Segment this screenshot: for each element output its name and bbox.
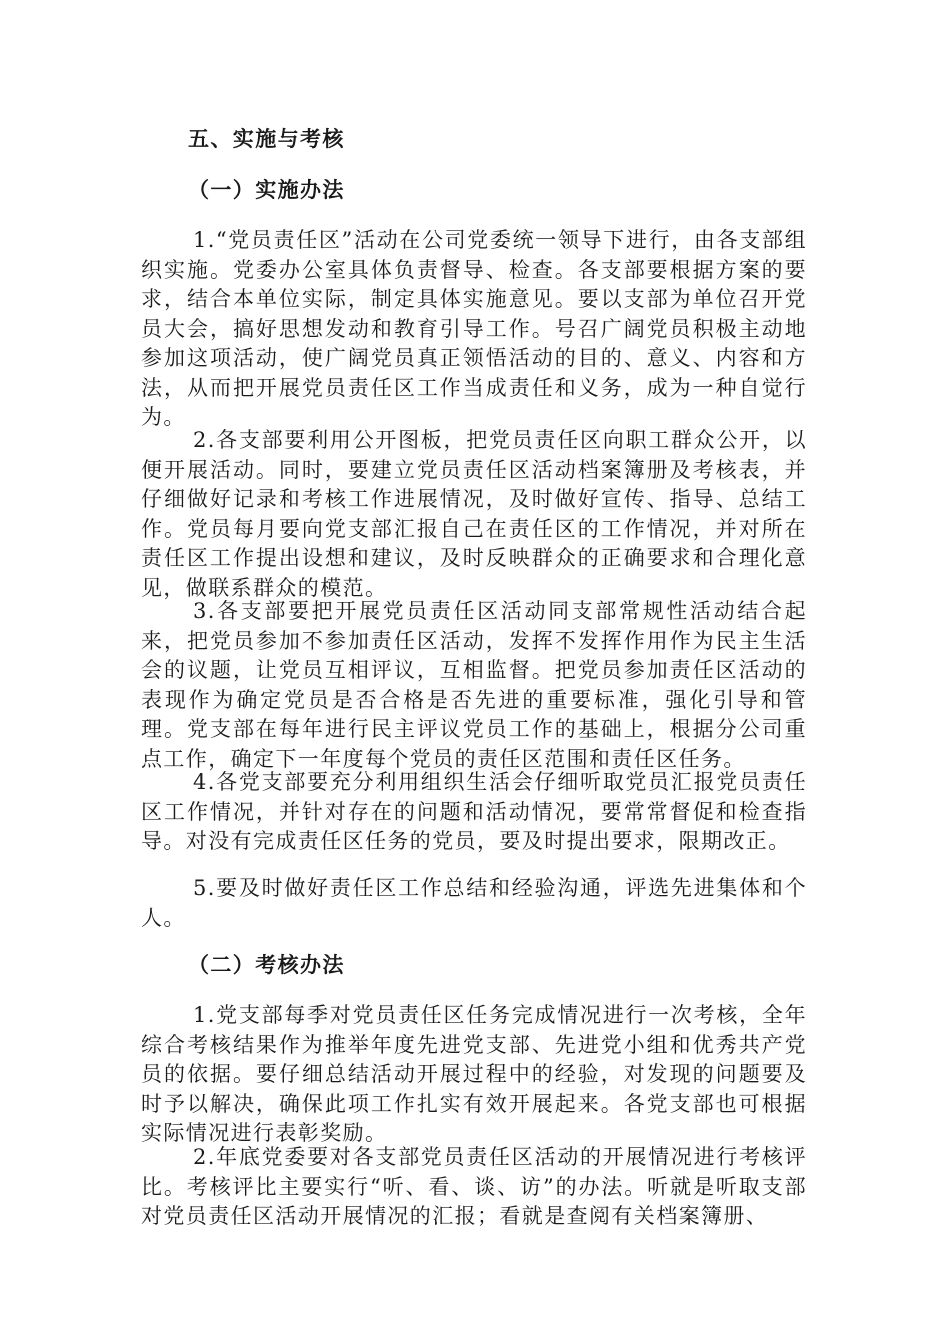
section-title: 五、实施与考核 (188, 126, 345, 151)
implementation-item-5: 5.要及时做好责任区工作总结和经验沟通，评选先进集体和个人。 (141, 876, 807, 930)
implementation-title: （一）实施办法 (188, 177, 345, 202)
implementation-item-1: 1.“党员责任区”活动在公司党委统一领导下进行，由各支部组织实施。党委办公室具体负责督导、检查。各支部要根据方案的要求，结合本单位实际，制定具体实施意见。要以支部为单位召开党员大会，搞好思想发动和教育引导工作。号召广阔党员积极主动地参加这项活动，使广阔党员真正领悟活动的目的、意义、内容和方法，从而把开展党员责任区工作当成责任和义务，成为一种自觉行为。 (141, 228, 807, 429)
implementation-item-4: 4.各党支部要充分利用组织生活会仔细听取党员汇报党员责任区工作情况，并针对存在的问题和活动情况，要常常督促和检查指导。对没有完成责任区任务的党员，要及时提出要求，限期改正。 (141, 770, 807, 853)
assessment-item-1: 1.党支部每季对党员责任区任务完成情况进行一次考核，全年综合考核结果作为推举年度先进党支部、先进党小组和优秀共产党员的依据。要仔细总结活动开展过程中的经验，对发现的问题要及时予以解决，确保此项工作扎实有效开展起来。各党支部也可根据实际情况进行表彰奖励。 (141, 1003, 807, 1145)
implementation-item-3: 3.各支部要把开展党员责任区活动同支部常规性活动结合起来，把党员参加不参加责任区活动，发挥不发挥作用作为民主生活会的议题，让党员互相评议，互相监督。把党员参加责任区活动的表现作为确定党员是否合格是否先进的重要标准，强化引导和管理。党支部在每年进行民主评议党员工作的基础上，根据分公司重点工作，确定下一年度每个党员的责任区范围和责任区任务。 (141, 599, 807, 771)
assessment-item-2: 2.年底党委要对各支部党员责任区活动的开展情况进行考核评比。考核评比主要实行“听、看、谈、访”的办法。听就是听取支部对党员责任区活动开展情况的汇报；看就是查阅有关档案簿册、 (141, 1145, 807, 1228)
assessment-title: （二）考核办法 (188, 952, 345, 977)
implementation-item-2: 2.各支部要利用公开图板，把党员责任区向职工群众公开，以便开展活动。同时，要建立党员责任区活动档案簿册及考核表，并仔细做好记录和考核工作进展情况，及时做好宣传、指导、总结工作。党员每月要向党支部汇报自己在责任区的工作情况，并对所在责任区工作提出设想和建议，及时反映群众的正确要求和合理化意见，做联系群众的模范。 (141, 428, 807, 600)
